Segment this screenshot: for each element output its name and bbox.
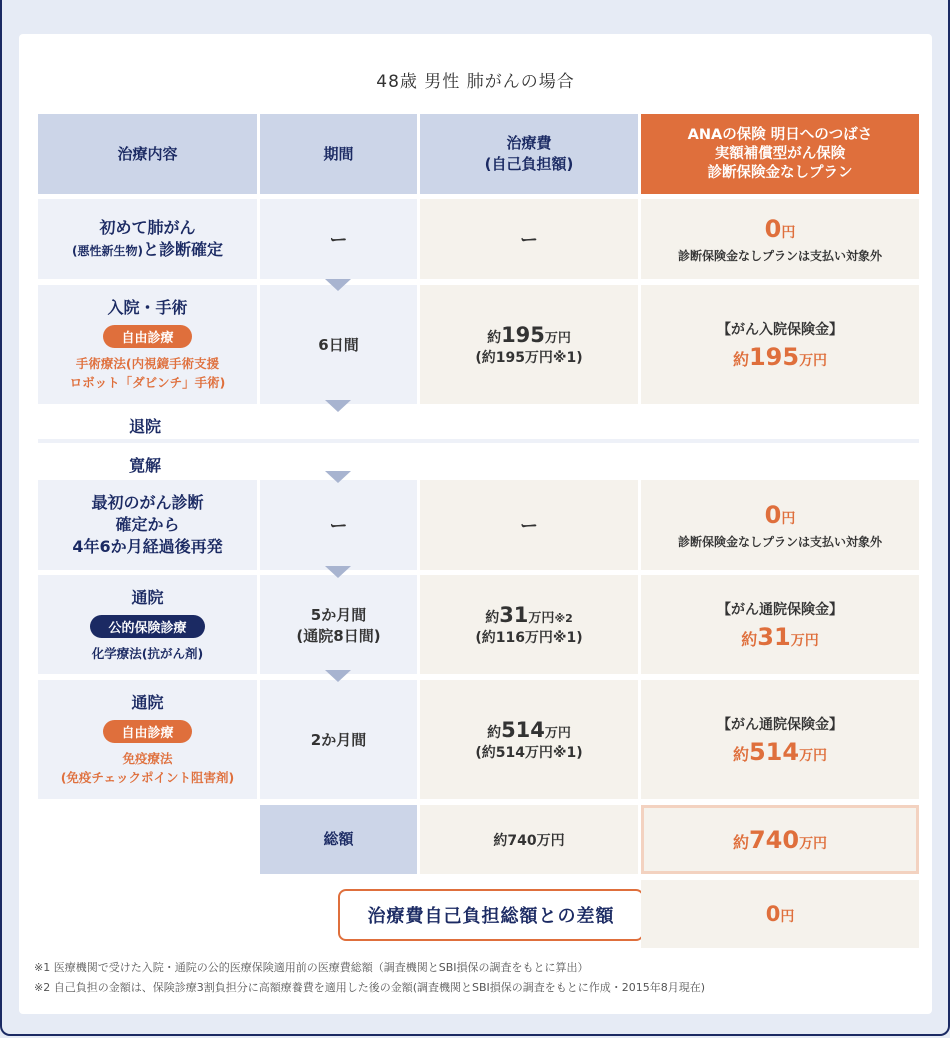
row5-period [260,680,417,799]
header-treatment-label: 治療内容 [117,144,178,163]
free-treatment-badge: 自由診療 [103,325,191,348]
header-cost [420,114,638,194]
row4-period-line1: 5か月間 [310,605,367,624]
row4-pay-prefix: 約 [741,629,758,649]
row1-pay-amount: 0 [764,214,782,243]
row3-pay-unit: 円 [781,510,796,527]
row4-payment [641,575,919,674]
row4-cost-prefix: 約 [485,609,500,626]
total-pay-amount: 740 [748,825,800,854]
row5-note-line2: (免疫チェックポイント阻害剤) [60,770,235,785]
row2-period-value: 6日間 [318,336,359,354]
total-cost-cell [420,805,638,874]
row2-cost-prefix: 約 [487,329,502,346]
header-cost-label: 治療費 [506,134,552,152]
row2-pay-label: 【がん入院保険金】 [717,321,843,338]
row2-period [260,285,417,404]
row5-title: 通院 [131,693,164,712]
row4-treatment [38,575,257,674]
row3-title-line2: 確定から [115,515,180,534]
row4-cost-unit: 万円 [528,610,555,626]
header-period-label: 期間 [323,144,354,163]
row3-payment [641,480,919,570]
row1-payment [641,199,919,279]
row4-cost [420,575,638,674]
row5-period-value: 2か月間 [310,731,367,749]
row1-period-value: ー [329,230,348,251]
row5-cost [420,680,638,799]
row3-title-line3a: 4年6か月経過後 [72,537,191,556]
row2-pay-prefix: 約 [732,349,749,369]
row5-treatment [38,680,257,799]
row4-period-line2: (通院8日間) [296,626,381,645]
row2-payment [641,285,919,404]
footnote-2: ※2 自己負担の金額は、保険診療3割負担分に高額療養費を適用した後の金額(調査機関とSBI損保の調査をもとに作成・2015年8月現在) [34,981,706,994]
row2-note-line2: ロボット「ダビンチ」手術) [69,375,226,390]
header-insurance-line3: 診断保険金なしプラン [707,164,853,181]
row5-payment [641,680,919,799]
section-divider [38,439,919,443]
row2-cost-amount: 195 [501,322,545,347]
comparison-card [19,34,932,1014]
row2-pay-unit: 万円 [799,352,828,369]
row5-cost-sub: (約514万円※1) [475,744,583,761]
row3-cost-value: ー [520,516,538,537]
row4-pay-label: 【がん通院保険金】 [717,601,843,618]
flow-arrow-icon [325,471,351,483]
total-label-cell [260,805,417,874]
row2-pay-amount: 195 [748,342,800,371]
row3-title-line1: 最初のがん診断 [91,493,204,512]
flow-arrow-icon [325,400,351,412]
row2-treatment [38,285,257,404]
row2-title: 入院・手術 [107,298,188,317]
difference-label: 治療費自己負担総額との差額 [367,906,615,927]
total-payment-cell [641,805,919,874]
public-insurance-badge: 公的保険診療 [90,615,204,638]
header-insurance-line1: ANAの保険 明日へのつばさ [687,126,873,143]
row3-treatment [38,480,257,570]
row4-cost-sub: (約116万円※1) [475,629,583,646]
row4-title: 通院 [131,587,164,607]
row4-note: 化学療法(抗がん剤) [91,645,204,661]
header-cost-sublabel: (自己負担額) [484,155,574,173]
row1-cost-value: ー [520,230,538,251]
row5-pay-amount: 514 [748,737,800,766]
row4-cost-footnote-ref: ※2 [554,611,573,625]
row3-pay-note: 診断保険金なしプランは支払い対象外 [677,534,882,549]
row5-pay-label: 【がん通院保険金】 [717,716,843,733]
row2-cost-unit: 万円 [544,330,571,346]
row1-cost [420,199,638,279]
row5-cost-unit: 万円 [544,725,571,741]
row5-cost-amount: 514 [501,717,545,742]
row1-pay-unit: 円 [781,224,796,241]
difference-unit: 円 [780,909,795,925]
total-label: 総額 [323,830,354,848]
row1-pay-note: 診断保険金なしプランは支払い対象外 [677,248,882,263]
row5-note-line1: 免疫療法 [122,751,173,766]
flow-arrow-icon [325,566,351,578]
row3-cost [420,480,638,570]
row2-cost [420,285,638,404]
row1-treatment [38,199,257,279]
remission-label: 寛解 [129,456,162,475]
total-pay-prefix: 約 [732,832,749,852]
flow-arrow-icon [325,279,351,291]
row1-title-line2: と診断確定 [142,239,223,259]
row3-pay-amount: 0 [764,500,782,529]
row1-title-line1: 初めて肺がん [99,217,196,237]
free-treatment-badge: 自由診療 [103,720,191,743]
row2-cost-sub: (約195万円※1) [475,349,583,366]
difference-value-cell [641,880,919,948]
header-insurance-line2: 実額補償型がん保険 [714,145,846,162]
header-period [260,114,417,194]
case-title: 48歳 男性 肺がんの場合 [376,72,575,92]
flow-arrow-icon [325,670,351,682]
row4-period [260,575,417,674]
row3-period-value: ー [329,516,348,537]
total-cost: 約740万円 [493,832,565,849]
header-treatment [38,114,257,194]
row4-pay-amount: 31 [757,622,791,651]
row1-title-small: (悪性新生物) [72,243,143,258]
difference-callout [338,889,644,941]
footnote-1: ※1 医療機関で受けた入院・通院の公的医療保険適用前の医療費総額（調査機関とSBI損保の調査をもとに算出） [34,961,589,974]
row1-period [260,199,417,279]
difference-amount: 0 [765,902,781,926]
row4-pay-unit: 万円 [790,632,819,649]
row4-cost-amount: 31 [499,602,529,627]
header-insurance [641,114,919,194]
row3-title-recurrence: 再発 [190,537,223,556]
row5-pay-unit: 万円 [799,747,828,764]
row3-period [260,480,417,570]
row5-pay-prefix: 約 [732,744,749,764]
row2-note-line1: 手術療法(内視鏡手術支援 [75,356,220,371]
total-pay-unit: 万円 [799,835,828,852]
discharge-label: 退院 [129,417,162,436]
row5-cost-prefix: 約 [487,724,502,741]
